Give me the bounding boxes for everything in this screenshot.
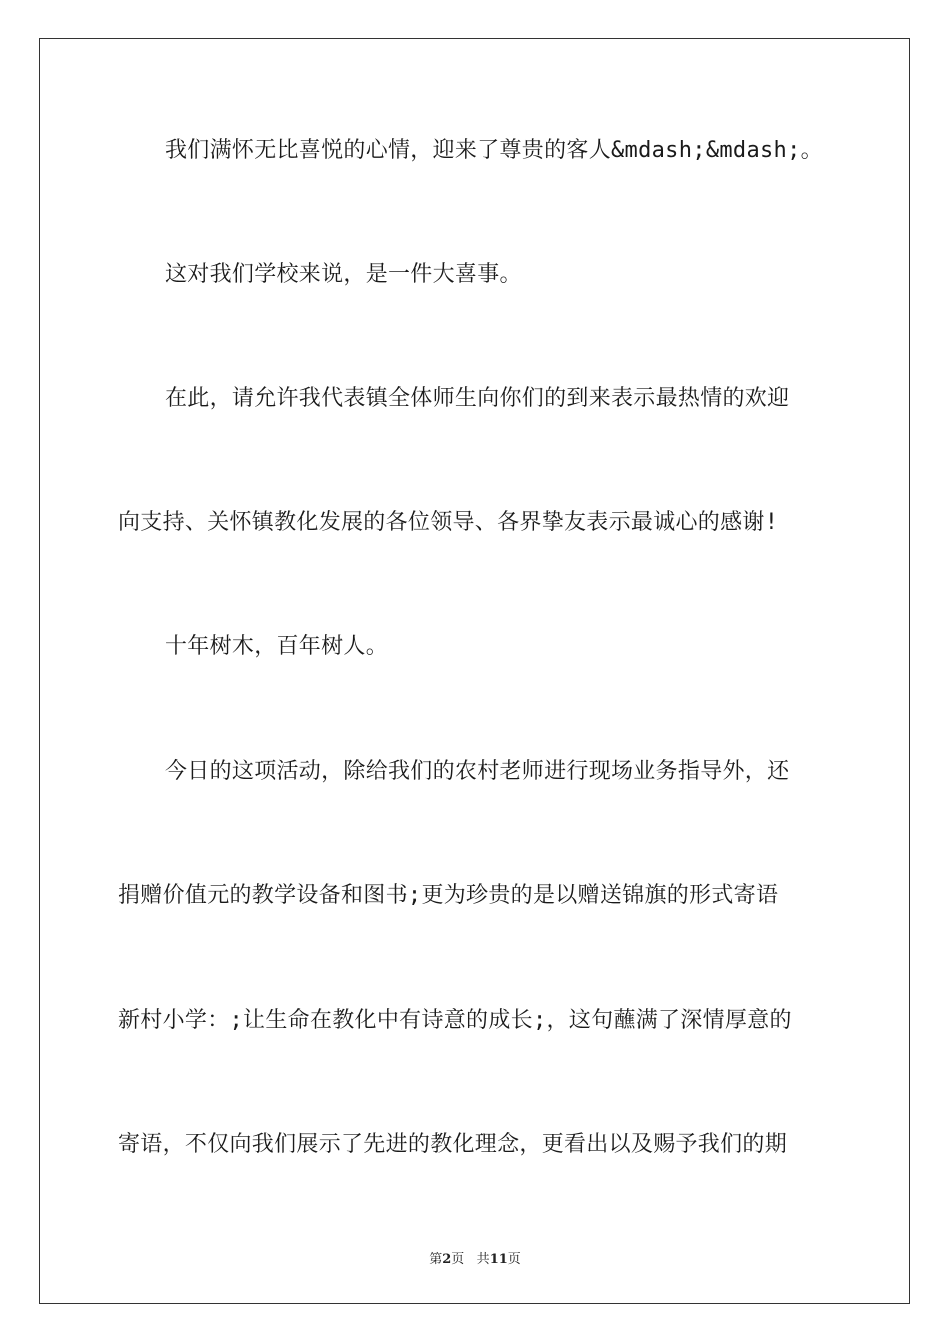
text-line-5: 十年树木，百年树人。 xyxy=(165,634,389,659)
footer-total-suffix: 页 xyxy=(507,1252,521,1267)
page-footer xyxy=(0,1248,950,1267)
footer-total-prefix: 共 xyxy=(476,1252,490,1267)
footer-page-number: 2 xyxy=(442,1252,452,1267)
text-line-8: 新村小学：;让生命在教化中有诗意的成长;，这句蘸满了深情厚意的 xyxy=(118,1008,792,1033)
footer-page-prefix: 第 xyxy=(429,1252,443,1267)
footer-total-pages: 11 xyxy=(489,1252,508,1267)
text-line-2: 这对我们学校来说，是一件大喜事。 xyxy=(165,262,522,287)
page-frame xyxy=(39,38,910,1304)
text-line-3: 在此，请允许我代表镇全体师生向你们的到来表示最热情的欢迎 xyxy=(165,386,790,411)
text-line-6: 今日的这项活动，除给我们的农村老师进行现场业务指导外，还 xyxy=(165,759,790,784)
text-line-7: 捐赠价值元的教学设备和图书;更为珍贵的是以赠送锦旗的形式寄语 xyxy=(118,883,779,908)
text-line-1: 我们满怀无比喜悦的心情，迎来了尊贵的客人&mdash;&mdash;。 xyxy=(165,138,823,163)
text-line-4: 向支持、关怀镇教化发展的各位领导、各界挚友表示最诚心的感谢! xyxy=(118,510,779,535)
text-line-9: 寄语，不仅向我们展示了先进的教化理念，更看出以及赐予我们的期 xyxy=(118,1132,788,1157)
footer-page-suffix: 页 xyxy=(451,1252,465,1267)
